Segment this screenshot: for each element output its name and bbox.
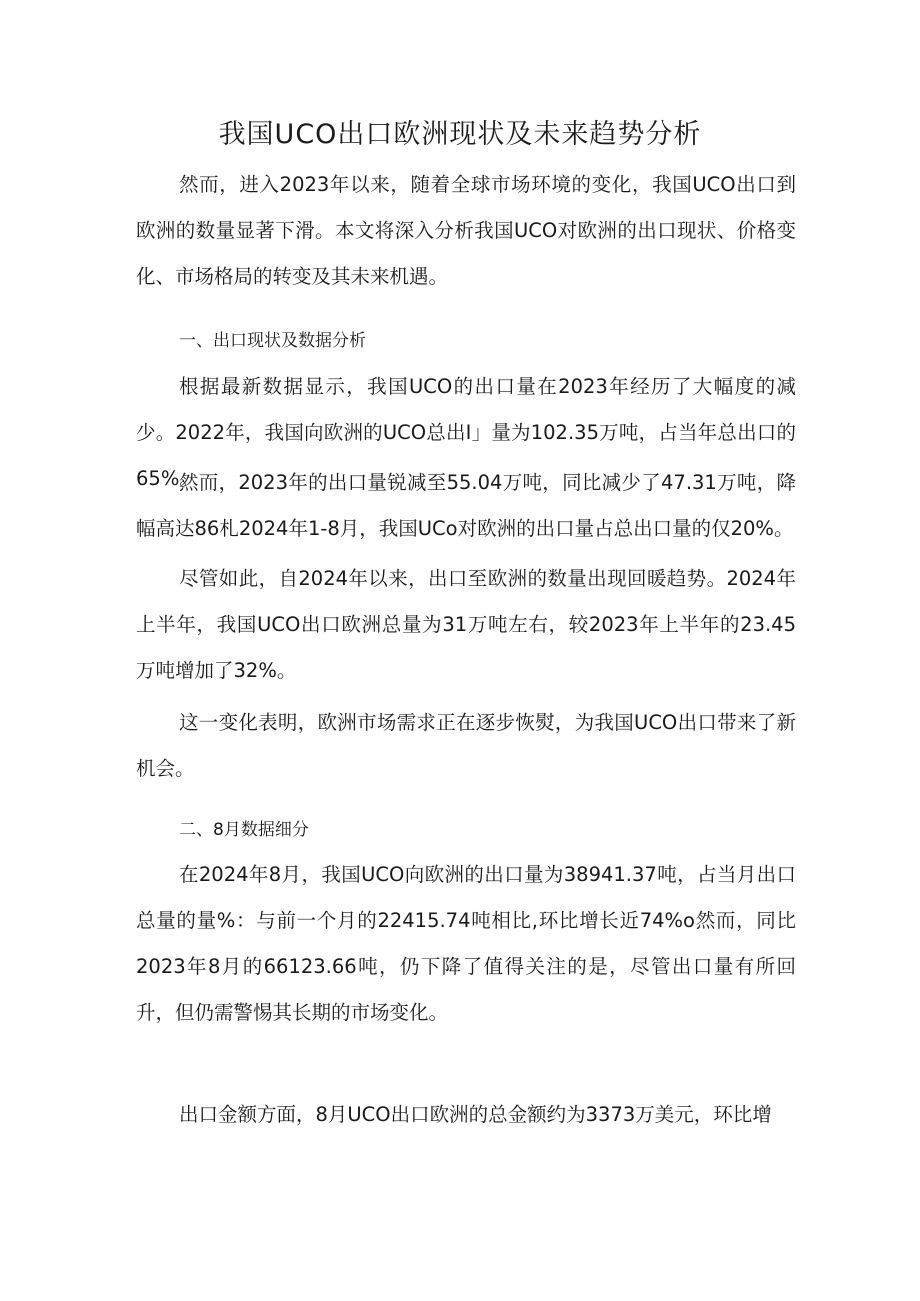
section-2-heading: 二、8月数据细分 [179, 820, 309, 840]
section-2-paragraph-1: 在2024年8月，我国UCO向欧洲的出口量为38941.37吨，占当月出口总量的量%：与前一个月的22415.74吨相比,环比增长近74%o然而，同比2023年8月的66123.66吨，仍下降了值得关注的是，尽管出口量有所回升，但仍需警惕其长期的市场变化。 [136, 863, 796, 1024]
section-2-paragraph-2: 出口金额方面，8月UCO出口欧洲的总金额约为3373万美元，环比增 [179, 1103, 772, 1126]
intro-paragraph: 然而，进入2023年以来，随着全球市场环境的变化，我国UCO出口到欧洲的数量显著下滑。本文将深入分析我国UCO对欧洲的出口现状、价格变化、市场格局的转变及其未来机遇。 [136, 173, 796, 288]
document-title: 我国UCO出口欧洲现状及未来趋势分析 [218, 119, 702, 150]
section-1-paragraph-1: 根据最新数据显示，我国UCO的出口量在2023年经历了大幅度的减少。2022年，我国向欧洲的UCO总出I」量为102.35万吨，占当年总出口的65%。 [136, 375, 796, 490]
section-1-heading: 一、出口现状及数据分析 [179, 331, 366, 351]
section-1-paragraph-4: 这一变化表明，欧洲市场需求正在逐步恢熨，为我国UCO出口带来了新机会。 [136, 711, 796, 780]
section-1-paragraph-2: 然而，2023年的出口量锐减至55.04万吨，同比减少了47.31万吨，降幅高达86札2024年1-8月，我国UCo对欧洲的出口量占总出口量的仅20%。 [136, 471, 796, 540]
section-1-paragraph-3: 尽管如此，自2024年以来，出口至欧洲的数量出现回暖趋势。2024年上半年，我国UCO出口欧洲总量为31万吨左右，较2023年上半年的23.45万吨增加了32%。 [136, 567, 796, 682]
